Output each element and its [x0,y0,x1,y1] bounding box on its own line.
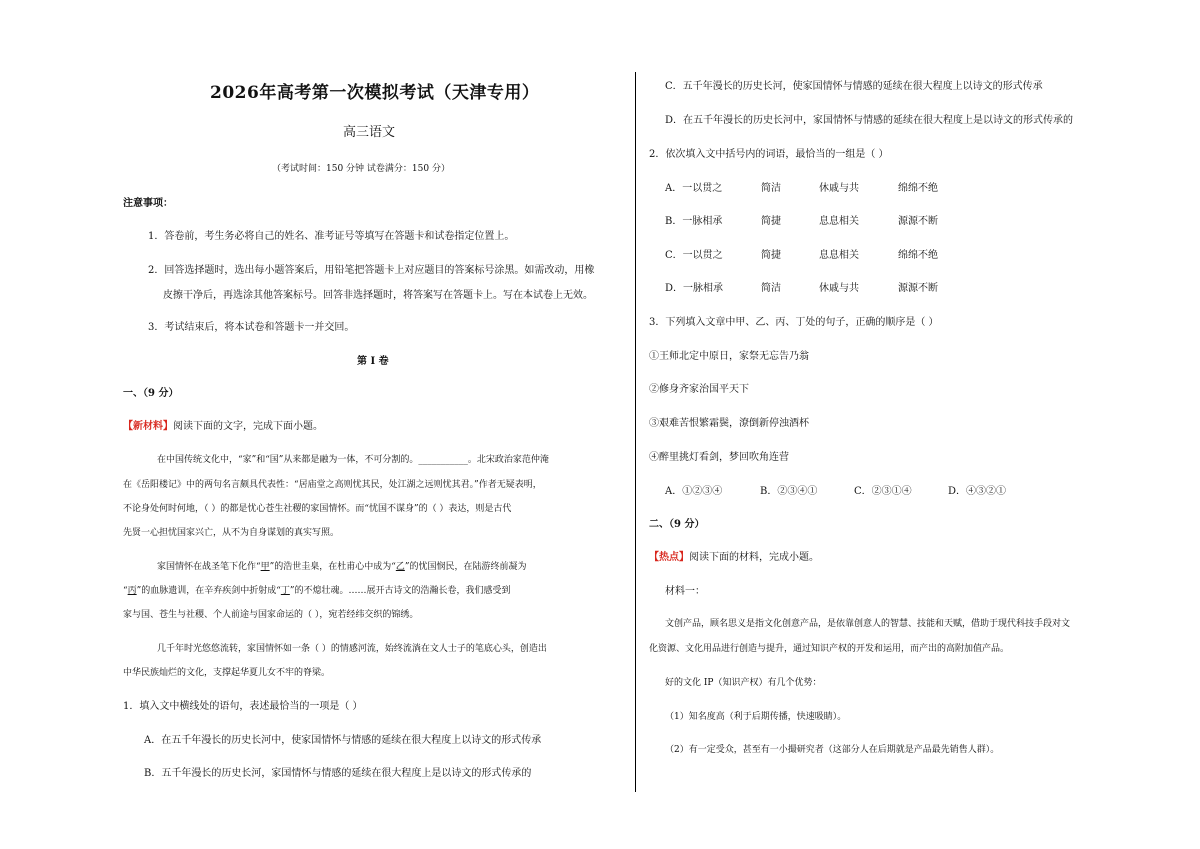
q2-a-3: 休戚与共 [819,183,859,194]
material-line-3: 好的文化 IP（知识产权）有几个优势： [665,678,822,688]
q2-a-1: A．一以贯之 [665,183,723,194]
q1-option-c: C．五千年漫长的历史长河，使家国情怀与情感的延续在很大程度上以诗文的形式传承 [665,81,1043,92]
q2-b-1: B．一脉相承 [665,216,723,227]
material-line-4: （1）知名度高（利于后期传播，快速吸睛）。 [665,712,847,722]
notice-item-2-cont: 皮擦干净后，再选涂其他答案标号。回答非选择题时，将答案写在答题卡上。写在本试卷上无效。 [163,290,593,301]
section1-heading: 一、（9 分） [123,388,179,399]
passage3-line-1: 几千年时光悠悠流转，家国情怀如一条（ ）的情感河流，始终流淌在文人士子的笔底心头，创造出 [157,644,547,654]
passage1-line-4: 先贤一心担忧国家兴亡，从不为自身谋划的真实写照。 [123,528,340,538]
passage1-line-1: 在中国传统文化中，“家”和“国”从来都是融为一体，不可分割的。___________。北宋政治家范仲淹 [157,455,549,465]
q3-line-1: ①王师北定中原日，家祭无忘告乃翁 [649,351,809,362]
section2-intro-line [649,548,819,563]
q1-stem: 1．填入文中横线处的语句，表述最恰当的一项是（ ） [123,701,363,712]
passage1-line-3: 不论身处何时何地，（ ）的都是忧心苍生社稷的家国情怀。而“忧国不谋身”的（ ）表达，则是古代 [123,504,512,514]
subject-title: 高三语文 [343,125,396,140]
material-line-2: 化资源、文化用品进行创造与提升，通过知识产权的开发和运用，而产出的高附加值产品。 [649,644,1010,654]
q2-d-4: 源源不断 [898,283,938,294]
q2-b-3: 息息相关 [819,216,859,227]
q2-b-2: 简捷 [761,216,781,227]
q3-option-a: A．①②③④ [665,486,723,497]
q3-option-c: C．②③①④ [854,486,912,497]
q2-c-4: 绵绵不绝 [898,250,938,261]
volume-label: 第 I 卷 [357,356,389,367]
q2-a-4: 绵绵不绝 [898,183,938,194]
blank-yi: 乙 [395,562,405,572]
q3-option-d: D．④③②① [948,486,1007,497]
blank-bing: 丙 [127,586,137,596]
section2-heading: 二、（9 分） [649,519,705,530]
q2-stem: 2．依次填入文中括号内的词语，最恰当的一组是（ ） [649,149,889,160]
material-label: 材料一： [665,586,705,597]
section1-intro-line [123,417,323,432]
q3-line-4: ④醉里挑灯看剑，梦回吹角连营 [649,452,789,463]
q2-a-2: 简洁 [761,183,781,194]
q1-option-a: A．在五千年漫长的历史长河中，使家国情怀与情感的延续在很大程度上以诗文的形式传承 [144,735,542,746]
material-line-5: （2）有一定受众，甚至有一小撮研究者（这部分人在后期就是产品最先销售人群）。 [665,745,1000,755]
section1-intro: 阅读下面的文字，完成下面小题。 [173,421,323,432]
notice-heading: 注意事项： [123,198,173,209]
q3-stem: 3．下列填入文章中甲、乙、丙、丁处的句子，正确的顺序是（ ） [649,317,939,328]
passage2-line-3: 家与国、苍生与社稷、个人前途与国家命运的（ ），宛若经纬交织的锦绣。 [123,610,419,620]
hot-topic-tag: 【热点】 [649,552,689,563]
notice-item-3: 3．考试结束后，将本试卷和答题卡一并交回。 [148,322,355,333]
q2-d-3: 休戚与共 [819,283,859,294]
q2-c-1: C．一以贯之 [665,250,723,261]
q2-d-1: D．一脉相承 [665,283,724,294]
q1-option-b: B．五千年漫长的历史长河，家国情怀与情感的延续在很大程度上是以诗文的形式传承的 [144,768,532,779]
q3-line-2: ②修身齐家治国平天下 [649,384,749,395]
blank-ding: 丁 [280,586,290,596]
q2-d-2: 简洁 [761,283,781,294]
q2-b-4: 源源不断 [898,216,938,227]
material-line-1: 文创产品，顾名思义是指文化创意产品，是依靠创意人的智慧、技能和天赋，借助于现代科技手段对文 [665,619,1071,629]
q3-line-3: ③艰难苦恨繁霜鬓，潦倒新停浊酒杯 [649,418,809,429]
passage2-line-2: “丙”的血脉遗训，在辛弃疾剑中折射成“丁”的不熄壮魂。……展开古诗文的浩瀚长卷，我们感受到 [123,586,511,596]
exam-info: （考试时间：150 分钟 试卷满分：150 分） [272,164,450,174]
q2-c-2: 简捷 [761,250,781,261]
blank-jia: 甲 [260,562,270,572]
column-divider [635,72,636,792]
q3-option-b: B．②③④① [760,486,818,497]
new-material-tag: 【新材料】 [123,421,173,432]
exam-title: 2026年高考第一次模拟考试（天津专用） [210,83,540,103]
passage3-line-2: 中华民族灿烂的文化，支撑起华夏儿女不牢的脊梁。 [123,668,331,678]
notice-item-1: 1．答卷前，考生务必将自己的姓名、准考证号等填写在答题卡和试卷指定位置上。 [148,231,515,242]
passage1-line-2: 在《岳阳楼记》中的两句名言颇具代表性：“居庙堂之高则忧其民，处江湖之远则忧其君。”作者无疑表明， [123,480,542,490]
notice-item-2: 2．回答选择题时，选出每小题答案后，用铅笔把答题卡上对应题目的答案标号涂黑。如需改动，用橡 [148,265,595,276]
q2-c-3: 息息相关 [819,250,859,261]
section2-intro: 阅读下面的材料，完成小题。 [689,552,819,563]
passage2-line-1: 家国情怀在战圣笔下化作“甲”的浩世圭臬，在杜甫心中成为“乙”的忧国悯民，在陆游终前凝为 [157,562,527,572]
q1-option-d: D．在五千年漫长的历史长河中，家国情怀与情感的延续在很大程度上是以诗文的形式传承的 [665,115,1074,126]
